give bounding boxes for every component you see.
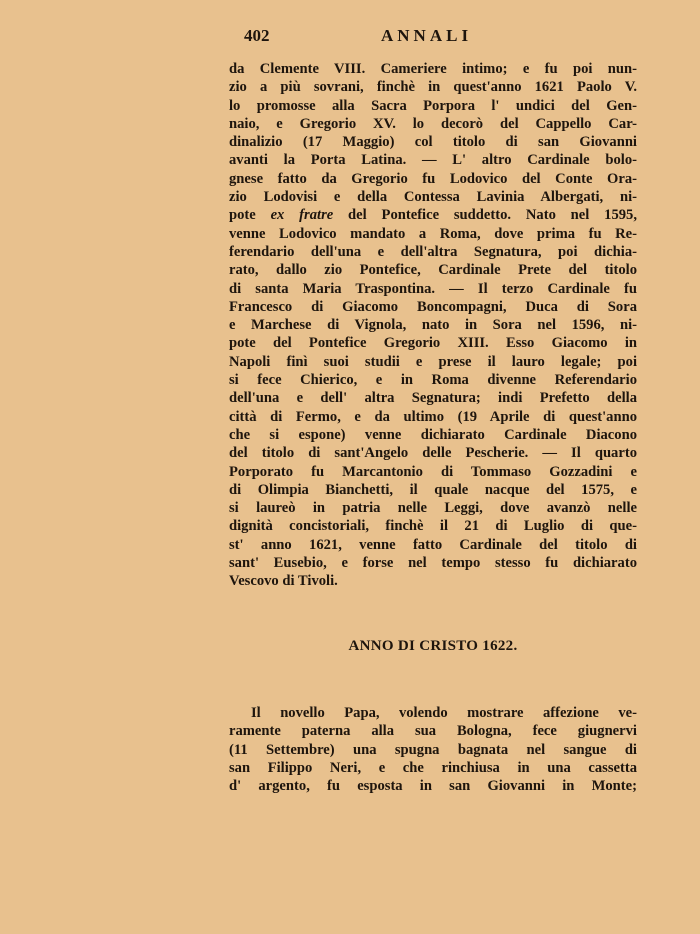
text-line: ferendario dell'una e dell'altra Segnatura, poi dichia-	[229, 243, 637, 260]
text-line: Porporato fu Marcantonio di Tommaso Gozzadini e	[229, 463, 637, 480]
text-line: dinalizio (17 Maggio) col titolo di san Giovanni	[229, 134, 637, 151]
text-segment: pote	[229, 207, 271, 224]
text-line: naio, e Gregorio XV. lo decorò del Cappello Car-	[229, 115, 637, 132]
text-segment: del Pontefice suddetto. Nato nel 1595,	[333, 207, 637, 224]
text-line: sant' Eusebio, e forse nel tempo stesso fu dichiarato	[229, 555, 637, 572]
paragraph-new-pope	[229, 704, 637, 795]
text-line: rato, dallo zio Pontefice, Cardinale Prete del titolo	[229, 262, 637, 279]
section-heading: ANNO DI CRISTO 1622.	[348, 638, 518, 654]
text-line: d' argento, fu esposta in san Giovanni in Monte;	[229, 778, 637, 795]
text-line: Il novello Papa, volendo mostrare affezione ve-	[251, 705, 637, 721]
text-line: si laureò in patria nelle Leggi, dove avanzò nelle	[229, 500, 637, 517]
paragraph-cardinals	[229, 60, 637, 591]
text-line: Vescovo di Tivoli.	[229, 573, 338, 590]
text-line-with-italic	[229, 206, 637, 224]
text-line: di santa Maria Traspontina. — Il terzo Cardinale fu	[229, 280, 637, 297]
text-line: lo promosse alla Sacra Porpora l' undici del Gen-	[229, 97, 637, 114]
text-line: dignità concistoriali, finchè il 21 di Luglio di que-	[229, 518, 637, 535]
text-line: e Marchese di Vignola, nato in Sora nel 1596, ni-	[229, 317, 637, 334]
text-line: gnese fatto da Gregorio fu Lodovico del Conte Ora-	[229, 170, 637, 187]
text-line: si fece Chierico, e in Roma divenne Referendario	[229, 372, 637, 389]
running-head	[244, 26, 644, 50]
text-line: città di Fermo, e da ultimo (19 Aprile di quest'anno	[229, 408, 637, 425]
text-line: avanti la Porta Latina. — L' altro Cardinale bolo-	[229, 152, 637, 169]
page-number: 402	[244, 26, 270, 45]
text-line: zio Lodovisi e della Contessa Lavinia Albergati, ni-	[229, 189, 637, 206]
text-line: del titolo di sant'Angelo delle Pescherie. — Il quarto	[229, 445, 637, 462]
text-line: (11 Settembre) una spugna bagnata nel sangue di	[229, 741, 637, 758]
running-title: ANNALI	[381, 26, 473, 45]
text-line: st' anno 1621, venne fatto Cardinale del titolo di	[229, 536, 637, 553]
text-line: dell'una e dell' altra Segnatura; indi Prefetto della	[229, 390, 637, 407]
italic-phrase: ex fratre	[270, 207, 334, 224]
text-line: san Filippo Neri, e che rinchiusa in una cassetta	[229, 759, 637, 776]
text-line: zio a più sovrani, finchè in quest'anno 1621 Paolo V.	[229, 79, 637, 96]
text-line: pote del Pontefice Gregorio XIII. Esso Giacomo in	[229, 335, 637, 352]
text-line: di Olimpia Bianchetti, il quale nacque del 1575, e	[229, 481, 637, 498]
text-line: Napoli finì suoi studii e prese il lauro legale; poi	[229, 353, 637, 370]
text-line: Francesco di Giacomo Boncompagni, Duca di Sora	[229, 298, 637, 315]
text-line: da Clemente VIII. Cameriere intimo; e fu poi nun-	[229, 61, 637, 77]
text-line: che si espone) venne dichiarato Cardinale Diacono	[229, 426, 637, 443]
text-line: ramente paterna alla sua Bologna, fece giugnervi	[229, 723, 637, 740]
text-line: venne Lodovico mandato a Roma, dove prima fu Re-	[229, 225, 637, 242]
